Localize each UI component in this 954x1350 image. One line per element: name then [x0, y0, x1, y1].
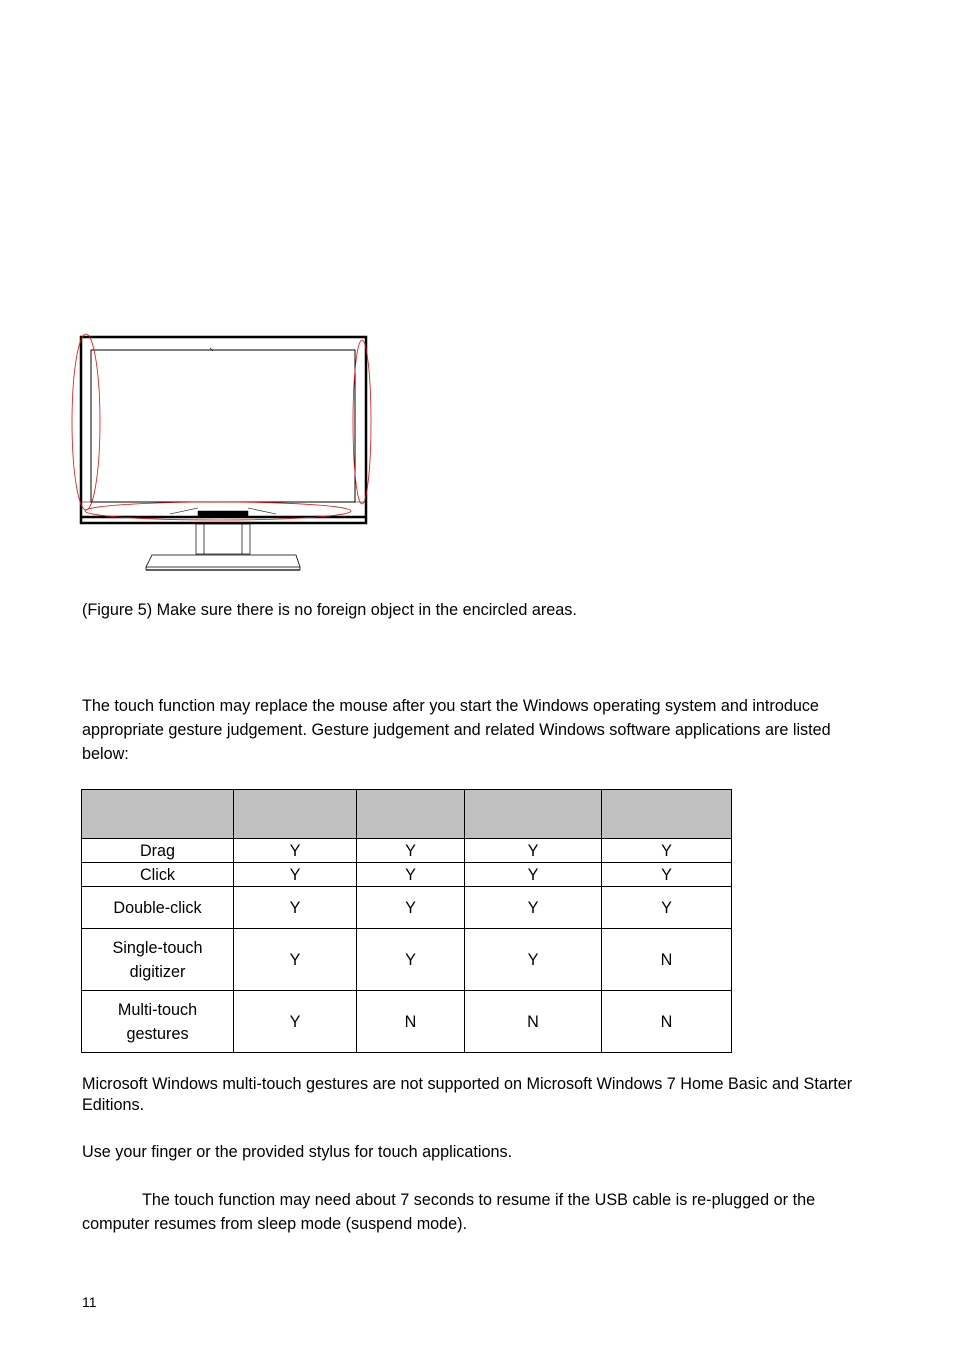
- support-cell: Y: [234, 991, 357, 1053]
- gesture-name: Click: [82, 863, 234, 887]
- left-edge-circle: [72, 334, 100, 510]
- monitor-screen: [91, 350, 355, 502]
- header-cell: [602, 790, 732, 839]
- figure-caption: (Figure 5) Make sure there is no foreign object in the encircled areas.: [82, 601, 577, 619]
- support-cell: Y: [234, 839, 357, 863]
- support-cell: Y: [357, 863, 465, 887]
- page-number: 11: [82, 1294, 97, 1310]
- support-cell: Y: [465, 863, 602, 887]
- support-cell: Y: [357, 887, 465, 929]
- monitor-bezel: [81, 337, 366, 523]
- table-row: [82, 887, 732, 929]
- support-cell: N: [602, 991, 732, 1053]
- support-cell: N: [465, 991, 602, 1053]
- gesture-table: [81, 789, 732, 1053]
- header-cell: [82, 790, 234, 839]
- table-row: [82, 929, 732, 991]
- note-stylus: Use your finger or the provided stylus for touch applications.: [82, 1143, 513, 1161]
- support-cell: Y: [602, 887, 732, 929]
- table-row: [82, 991, 732, 1053]
- support-cell: Y: [465, 839, 602, 863]
- monitor-figure: [70, 330, 372, 574]
- support-cell: Y: [234, 887, 357, 929]
- gesture-name: Single-touch digitizer: [82, 929, 234, 991]
- note-text: Microsoft Windows multi-touch gestures are not supported on Microsoft Windows 7 Home Basic and Starter Editions.: [82, 1075, 853, 1114]
- header-cell: [357, 790, 465, 839]
- header-cell: [234, 790, 357, 839]
- monitor-drawing: [81, 337, 366, 570]
- table-header-row: [82, 790, 732, 839]
- support-cell: Y: [357, 929, 465, 991]
- table-row: [82, 863, 732, 887]
- support-cell: Y: [234, 929, 357, 991]
- right-edge-circle: [353, 340, 371, 504]
- support-cell: Y: [602, 863, 732, 887]
- encircled-areas: [72, 334, 371, 520]
- header-cell: [465, 790, 602, 839]
- stand-base: [146, 555, 300, 567]
- gesture-name: Double-click: [82, 887, 234, 929]
- note-resume-time: [82, 1188, 882, 1236]
- intro-paragraph: The touch function may replace the mouse after you start the Windows operating system and introduce appropriate gesture judgement. Gesture judgement and related Windows software applications are listed below:: [82, 697, 831, 763]
- note-text: The touch function may need about 7 seconds to resume if the USB cable is re-plugged or the computer resumes from sleep mode (suspend mode).: [82, 1191, 816, 1233]
- support-cell: Y: [357, 839, 465, 863]
- control-buttons: [198, 511, 248, 516]
- support-cell: N: [357, 991, 465, 1053]
- note-multitouch-support: [82, 1074, 882, 1116]
- support-cell: Y: [602, 839, 732, 863]
- support-cell: N: [602, 929, 732, 991]
- table-row: [82, 839, 732, 863]
- support-cell: Y: [234, 863, 357, 887]
- gesture-name: Multi-touch gestures: [82, 991, 234, 1053]
- support-cell: Y: [465, 929, 602, 991]
- support-cell: Y: [465, 887, 602, 929]
- gesture-name: Drag: [82, 839, 234, 863]
